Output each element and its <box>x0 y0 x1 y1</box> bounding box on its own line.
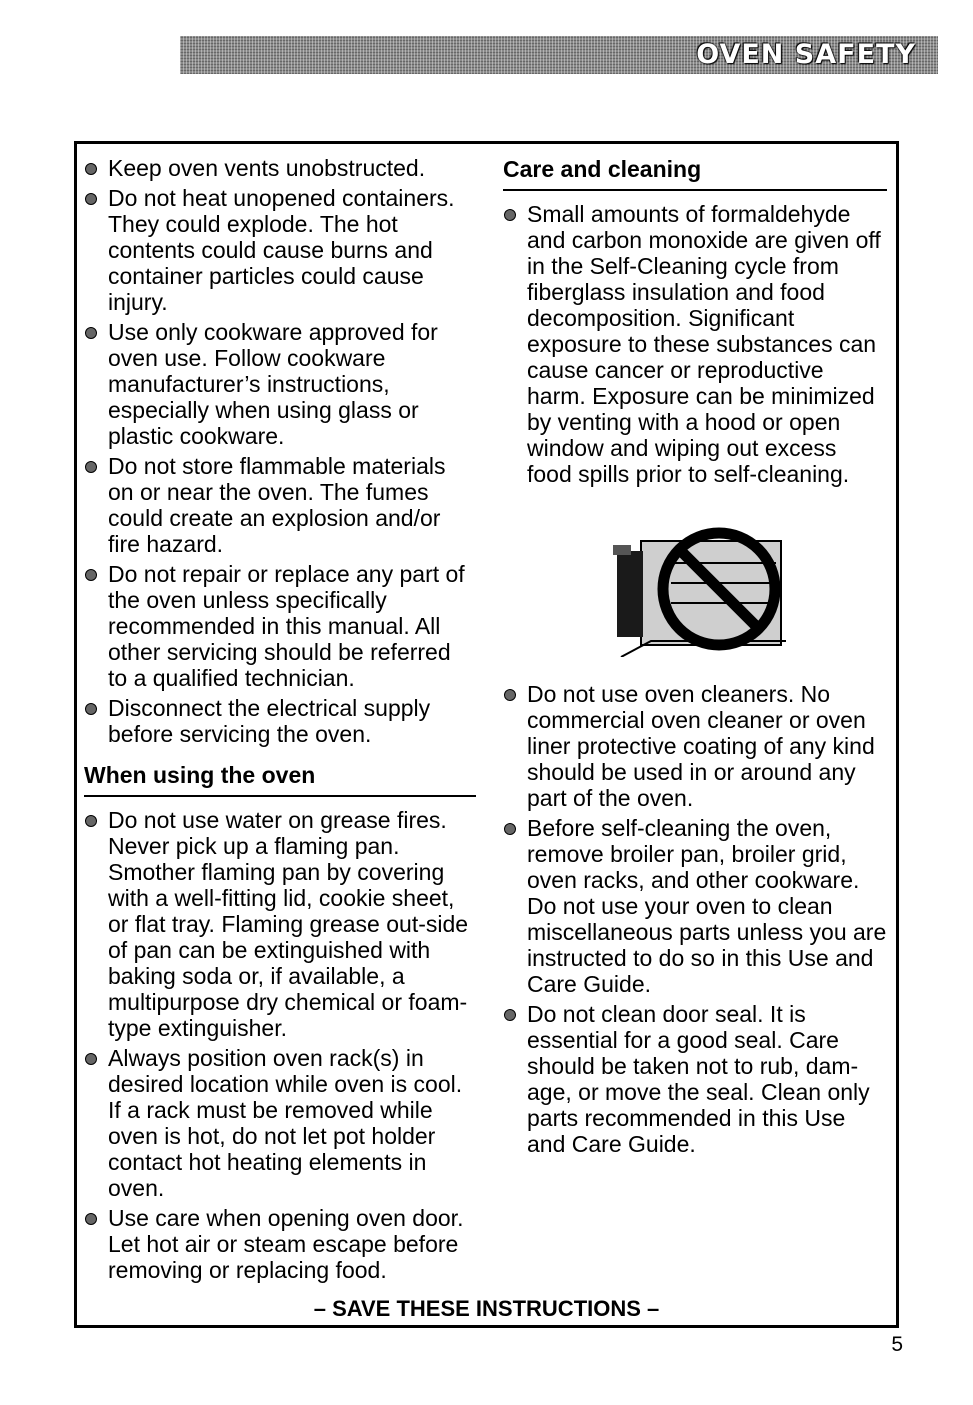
section-heading-care-cleaning: Care and cleaning <box>503 155 887 191</box>
bullet-icon <box>85 163 97 175</box>
header-banner <box>180 36 938 74</box>
list-item: Do not repair or replace any part of the oven unless specifically recommended in this manual. All other servicing should be referred to a qualified technician. <box>84 561 476 691</box>
bullet-icon <box>85 815 97 827</box>
left-column <box>84 155 476 1287</box>
list-item: Disconnect the electrical supply before servicing the oven. <box>84 695 476 747</box>
right-column <box>503 155 887 1161</box>
list-item: Always position oven rack(s) in desired location while oven is cool. If a rack must be removed while oven is hot, do not let pot holder contact hot heating elements in oven. <box>84 1045 476 1201</box>
bullet-icon <box>85 461 97 473</box>
no-oven-cleaner-icon <box>611 523 791 657</box>
bullet-icon <box>504 209 516 221</box>
save-instructions-footer: – SAVE THESE INSTRUCTIONS – <box>313 1296 660 1321</box>
list-item: Do not store flammable materials on or near the oven. The fumes could create an explosion and/or fire hazard. <box>84 453 476 557</box>
list-item: Use care when opening oven door. Let hot air or steam escape before removing or replacing food. <box>84 1205 476 1283</box>
bullet-icon <box>85 193 97 205</box>
bullet-icon <box>504 823 516 835</box>
list-item: Use only cookware approved for oven use. Follow cookware manufacturer’s instructions, especially when using glass or plastic cookware. <box>84 319 476 449</box>
page-number: 5 <box>891 1333 903 1356</box>
list-item: Do not clean door seal. It is essential for a good seal. Care should be taken not to rub, dam-age, or move the seal. Clean only parts recommended in this Use and Care Guide. <box>503 1001 887 1157</box>
section-heading-using-oven: When using the oven <box>84 761 476 797</box>
page-title: OVEN SAFETY <box>696 39 916 70</box>
bullet-icon <box>504 1009 516 1021</box>
list-item: Do not heat unopened containers. They could explode. The hot contents could cause burns and container particles could cause injury. <box>84 185 476 315</box>
list-item: Keep oven vents unobstructed. <box>84 155 476 181</box>
bullet-icon <box>85 1053 97 1065</box>
list-item: Small amounts of formaldehyde and carbon monoxide are given off in the Self-Cleaning cycle from fiberglass insulation and food decomposition. Significant exposure to these substances can cause cancer or reproductive harm. Exposure can be minimized by venting with a hood or open window and wiping out excess food spills prior to self-cleaning. <box>503 201 887 487</box>
bullet-icon <box>85 703 97 715</box>
bullet-icon <box>504 689 516 701</box>
bullet-icon <box>85 569 97 581</box>
list-item: Before self-cleaning the oven, remove broiler pan, broiler grid, oven racks, and other cookware. Do not use your oven to clean miscellaneous parts unless you are instructed to do so in this Use and Care Guide. <box>503 815 887 997</box>
bullet-icon <box>85 1213 97 1225</box>
list-item: Do not use water on grease fires. Never pick up a flaming pan. Smother flaming pan by covering with a well-fitting lid, cookie sheet, or flat tray. Flaming grease out-side of pan can be extinguished with baking soda or, if available, a multipurpose dry chemical or foam-type extinguisher. <box>84 807 476 1041</box>
list-item: Do not use oven cleaners. No commercial oven cleaner or oven liner protective coating of any kind should be used in or around any part of the oven. <box>503 681 887 811</box>
bullet-icon <box>85 327 97 339</box>
